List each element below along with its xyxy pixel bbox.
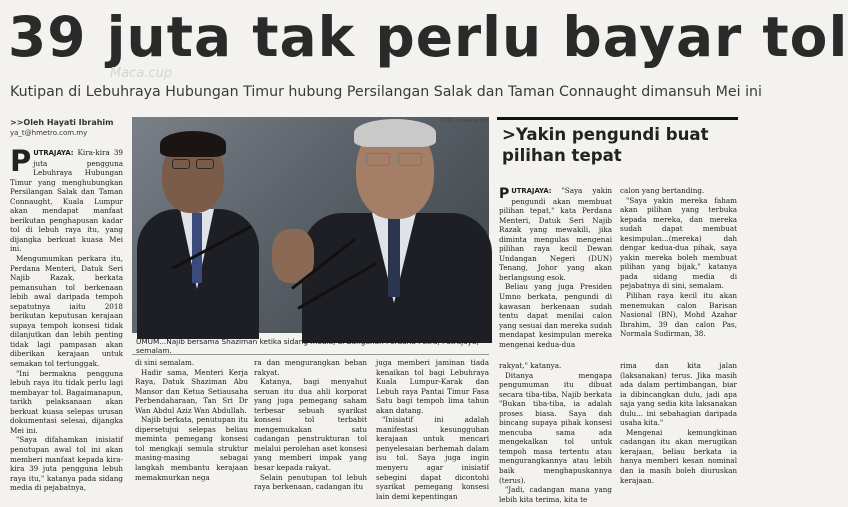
article-column-3 xyxy=(254,358,367,504)
dropcap: P xyxy=(10,144,32,178)
article-column-6 xyxy=(620,361,737,504)
article-paragraph: "Ini bermakna pengguna lebuh raya itu tidak perlu lagi membayar tol. Bagaimanapun, tarikh pelaksanaan akan berkuat kuasa selepas urusan dokumentasi selesai, dijangka Mei ini. xyxy=(10,368,123,435)
sidebar-paragraph: Beliau yang juga Presiden Umno berkata, pengundi di kawasan berkenaan sudah tentu dapat menilai calon yang sesuai dan mereka sudah mendapat kesimpulan mereka mengenai kedua-dua xyxy=(499,282,612,349)
article-column-2 xyxy=(135,358,248,504)
article-paragraph: ra dan mengurangkan beban rakyat. xyxy=(254,358,367,377)
photo-credit: FOTO | Izhari Ariffin xyxy=(440,118,489,124)
article-paragraph: Najib berkata, penutupan itu dipersetujui selepas beliau meminta pemegang konsesi tol mengkaji semula struktur masing-masing sebagai langkah membantu kerajaan memakmurkan nega xyxy=(135,415,248,482)
byline-author: >>Oleh Hayati Ibrahim xyxy=(10,118,114,127)
shaziman-figure xyxy=(132,117,272,333)
byline-email: ya_t@hmetro.com.my xyxy=(10,129,88,137)
dateline: UTRAJAYA: xyxy=(33,149,74,157)
show-through-text: Maca.cup xyxy=(110,66,173,81)
article-paragraph: PUTRAJAYA: Kira-kira 39 juta pengguna Lebuhraya Hubungan Timur yang menghubungkan Persilangan Salak dan Taman Connaught, Kuala Lumpur akan mendapat manfaat berikutan penghapusan kadar tol di lebuh raya itu, yang dijangka berkuat kuasa Mei ini. xyxy=(10,144,123,254)
subheadline: Kutipan di Lebuhraya Hubungan Timur hubung Persilangan Salak dan Taman Connaught dimansuh Mei ini xyxy=(10,84,762,100)
article-paragraph: Hadir sama, Menteri Kerja Raya, Datuk Shaziman Abu Mansor dan Ketua Setiausaha Perbendaharaan, Tan Sri Dr Wan Abdul Aziz Wan Abdullah. xyxy=(135,367,248,415)
article-column-1 xyxy=(10,144,123,504)
sidebar-column-2 xyxy=(620,186,737,361)
byline xyxy=(10,118,114,138)
article-paragraph: juga memberi jaminan tiada kenaikan tol bagi Lebuhraya Kuala Lumpur-Karak dan Lebuh raya Pantai Timur Fasa Satu bagi tempoh lima tahun akan datang. xyxy=(376,358,489,415)
photo-caption: UMUM...Najib bersama Shaziman ketika sidang media, di Bangunan Perdana Putra, Putrajaya, semalam. xyxy=(132,333,489,355)
najib-figure xyxy=(262,117,489,333)
article-paragraph: "Saya difahamkan inisiatif penutupan awal tol ini akan memberi manfaat kepada kira-kira 39 juta pengguna lebuh raya itu," katanya pada sidang media di pejabatnya, xyxy=(10,435,123,493)
article-paragraph: Ditanya mengapa pengumuman itu dibuat secara tiba-tiba, Najib berkata "Bukan tiba-tiba, ia adalah proses biasa. Saya dah bincang supaya pihak konsesi mencuba sama ada mengekalkan tol untuk tempoh masa tertentu atau mengurangkannya atau lebih baik menghapuskannya (terus). xyxy=(499,370,612,485)
sidebar-rule xyxy=(497,117,738,120)
sidebar-paragraph: calon yang bertanding. xyxy=(620,186,705,195)
article-paragraph: rakyat," katanya. xyxy=(499,361,562,370)
article-paragraph: rima dan kita jalan (laksanakan) terus. Jika masih ada dalam pertimbangan, biar ia dibincangkan dulu, jadi apa saja yang sedia kita laksanakan dulu... ini sebahagian daripada usaha kita." xyxy=(620,361,737,428)
headline: 39 juta tak perlu bayar tol xyxy=(8,5,848,69)
article-paragraph: Selain penutupan tol lebuh raya berkenaan, cadangan itu xyxy=(254,472,367,492)
article-paragraph: "Inisiatif ini adalah manifestasi kesungguhan kerajaan untuk mencari penyelesaian berhemah dalam isu tol. Saya juga ingin menyeru agar inisiatif sebegini dapat dicontohi syarikat pemegang konsesi lain demi kepentingan xyxy=(376,415,489,501)
article-paragraph: Mengumumkan perkara itu, Perdana Menteri, Datuk Seri Najib Razak, berkata pemansuhan tol berkenaan lebih awal daripada tempoh sepatutnya iaitu 2018 berikutan keputusan kerajaan supaya tempoh konsesi tidak dilanjutkan dan lebih penting tidak lagi pampasan akan diberikan kerajaan untuk semakan tol tertunggak. xyxy=(10,254,123,369)
news-photo xyxy=(132,117,489,333)
article-paragraph: di sini semalam. xyxy=(135,358,195,367)
sidebar-paragraph: "Saya yakin mereka faham akan pilihan yang terbuka kepada mereka, dan mereka sudah dapat membuat kesimpulan...(mereka) dah dengar kedua-dua pihak, saya yakin mereka boleh membuat pilihan yang bijak," katanya pada sidang media di pejabatnya di sini, semalam. xyxy=(620,195,737,291)
sidebar-dateline: UTRAJAYA: xyxy=(511,187,552,195)
article-column-4 xyxy=(376,358,489,504)
sidebar-paragraph: Pilihan raya kecil itu akan menemukan calon Barisan Nasional (BN), Mohd Azahar Ibrahim, 39 dan calon Pas, Normala Sudirman, 38. xyxy=(620,291,737,339)
sidebar-title: >Yakin pengundi buat pilihan tepat xyxy=(502,125,709,165)
sidebar-column-1 xyxy=(499,186,612,361)
sidebar-paragraph: PUTRAJAYA: "Saya yakin pengundi akan membuat pilihan tepat," kata Perdana Menteri, Datuk Seri Najib Razak yang mewakili, jika diminta mengulas mengenai pilihan raya kecil Dewan Undangan Negeri (DUN) Tenang, Johor yang akan berlangsung esok. xyxy=(499,186,612,282)
article-column-5 xyxy=(499,361,612,504)
article-paragraph: Katanya, bagi menyahut seruan itu dua ahli korporat yang juga pemegang saham terbesar sebuah syarikat konsesi tol terbabit mengemukakan satu cadangan penstrukturan tol melalui perolehan aset konsesi yang memberi impak yang besar kepada rakyat. xyxy=(254,377,367,473)
sidebar-dropcap: P xyxy=(499,186,510,202)
article-paragraph: Mengenai kemungkinan cadangan itu akan merugikan kerajaan, beliau berkata ia hanya memberi kesan nominal dan ia masih boleh diuruskan kerajaan. xyxy=(620,427,737,485)
article-paragraph: "Jadi, cadangan mana yang lebih kita terima, kita te xyxy=(499,485,612,504)
